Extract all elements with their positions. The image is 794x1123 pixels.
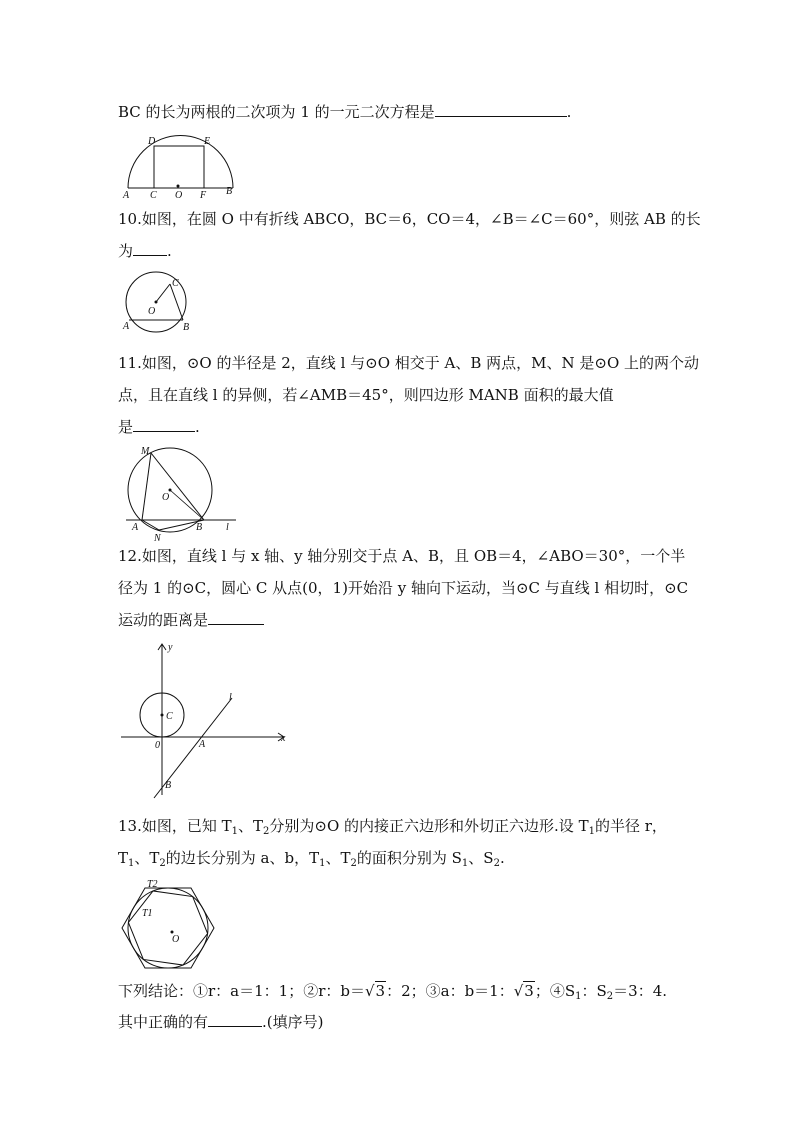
q11-line1 (118, 352, 699, 374)
q12-line2 (118, 577, 688, 599)
label-E: E (204, 136, 211, 147)
q11-end: . (195, 418, 200, 436)
figure-10 (118, 270, 198, 336)
label-O: O (175, 190, 183, 201)
sub-1: 1 (231, 826, 239, 837)
figure-11 (118, 442, 243, 542)
label-B: B (196, 522, 203, 533)
figure-12 (118, 640, 293, 800)
answer-blank-13[interactable] (208, 1012, 262, 1027)
q13-t3: 分别为⊙O 的内接正六边形和外切正六边形.设 T (269, 817, 589, 835)
label-D: D (148, 136, 156, 147)
c1: 下列结论：①r：a＝1：1；②r：b＝ (118, 982, 365, 1000)
q12-text-1: 12.如图，直线 l 与 x 轴、y 轴分别交于点 A、B，且 OB＝4，∠ABO＝30°，一个半 (118, 547, 686, 565)
q13-t5: T (118, 849, 129, 867)
radicand-1: 3 (375, 982, 386, 1000)
q13-t8: 、T (325, 849, 351, 867)
label-B: B (165, 780, 172, 791)
q10-text-1: 10.如图，在圆 O 中有折线 ABCO，BC＝6，CO＝4，∠B＝∠C＝60°，则弦 AB 的长 (118, 210, 701, 228)
sub-2d: 2 (493, 858, 500, 869)
sub-s1: 1 (575, 991, 582, 1002)
q13-t6: 、T (134, 849, 160, 867)
c3: ；④S (534, 982, 576, 1000)
q10-text-2: 为 (118, 242, 134, 260)
radicand-2: 3 (524, 982, 534, 1000)
c-end: .(填序号) (262, 1013, 324, 1031)
q13-t4: 的半径 r， (594, 817, 667, 835)
q13-t1: 13.如图，已知 T (118, 817, 232, 835)
figure-9 (118, 132, 248, 204)
q13-line1 (118, 815, 667, 843)
label-B: B (183, 322, 190, 333)
sub-1d: 1 (319, 858, 326, 869)
sub-1b: 1 (588, 826, 595, 837)
label-y: y (168, 642, 173, 653)
label-l: l (226, 522, 229, 533)
label-0: 0 (155, 740, 160, 751)
q13-t11: . (499, 849, 505, 867)
c2: ：2；③a：b＝1： (386, 982, 514, 1000)
label-A: A (132, 522, 139, 533)
q11-line2 (118, 384, 614, 406)
c4: ：S (581, 982, 607, 1000)
q11-line3 (118, 416, 200, 438)
label-C: C (166, 711, 173, 722)
label-T2: T2 (147, 879, 158, 890)
q13-line2 (118, 847, 505, 875)
sub-1e: 1 (461, 858, 469, 869)
q11-text-2: 点，且在直线 l 的异侧，若∠AMB＝45°，则四边形 MANB 面积的最大值 (118, 386, 614, 404)
label-A: A (123, 190, 130, 201)
figure-13 (118, 876, 218, 976)
q12-text-2: 径为 1 的⊙C，圆心 C 从点(0，1)开始沿 y 轴向下运动，当⊙C 与直线 l 相切时，⊙C (118, 579, 689, 597)
sub-1c: 1 (128, 858, 135, 869)
answer-blank-10[interactable] (133, 241, 167, 256)
c5: ＝3：4. (613, 982, 668, 1000)
label-C: C (172, 278, 179, 289)
sub-2b: 2 (159, 858, 166, 869)
label-x: x (281, 733, 286, 744)
q13-t10: 、S (468, 849, 494, 867)
label-O: O (148, 306, 156, 317)
answer-blank-9[interactable] (435, 102, 567, 117)
q12-text-3: 运动的距离是 (118, 611, 209, 629)
label-l: l (229, 692, 232, 703)
q10-line1 (118, 208, 701, 230)
label-O: O (172, 934, 180, 945)
q9-line (118, 101, 571, 123)
label-B: B (226, 186, 233, 197)
label-A: A (199, 739, 206, 750)
label-C: C (150, 190, 157, 201)
label-T1: T1 (142, 908, 153, 919)
sub-s2: 2 (606, 991, 614, 1002)
sub-2c: 2 (350, 858, 357, 869)
q9-text: BC 的长为两根的二次项为 1 的一元二次方程是 (118, 103, 435, 121)
q13-t9: 的面积分别为 S (356, 849, 462, 867)
q13-t7: 的边长分别为 a、b，T (165, 849, 320, 867)
c-line2: 其中正确的有 (118, 1013, 209, 1031)
q13-t2: 、T (238, 817, 264, 835)
q11-text-3: 是 (118, 418, 134, 436)
answer-blank-12[interactable] (208, 610, 264, 625)
q10-end: . (167, 242, 172, 260)
q9-end: . (566, 103, 572, 121)
label-F: F (200, 190, 207, 201)
conclusions-line2 (118, 1011, 324, 1033)
conclusions-line1: 下列结论：①r：a＝1：1；②r：b＝√3：2；③a：b＝1：√3；$④S_1$：$S_2=3$：4. (118, 982, 668, 1002)
label-O: O (162, 492, 170, 503)
answer-blank-11[interactable] (133, 417, 195, 432)
label-M: M (141, 446, 150, 457)
q11-text-1: 11.如图，⊙O 的半径是 2，直线 l 与⊙O 相交于 A、B 两点，M、N 是⊙O 上的两个动 (118, 354, 700, 372)
sub-2: 2 (263, 826, 270, 837)
q12-line1 (118, 545, 685, 567)
q12-line3 (118, 609, 264, 631)
label-N: N (154, 533, 161, 544)
label-A: A (123, 321, 130, 332)
q10-line2 (118, 240, 172, 262)
